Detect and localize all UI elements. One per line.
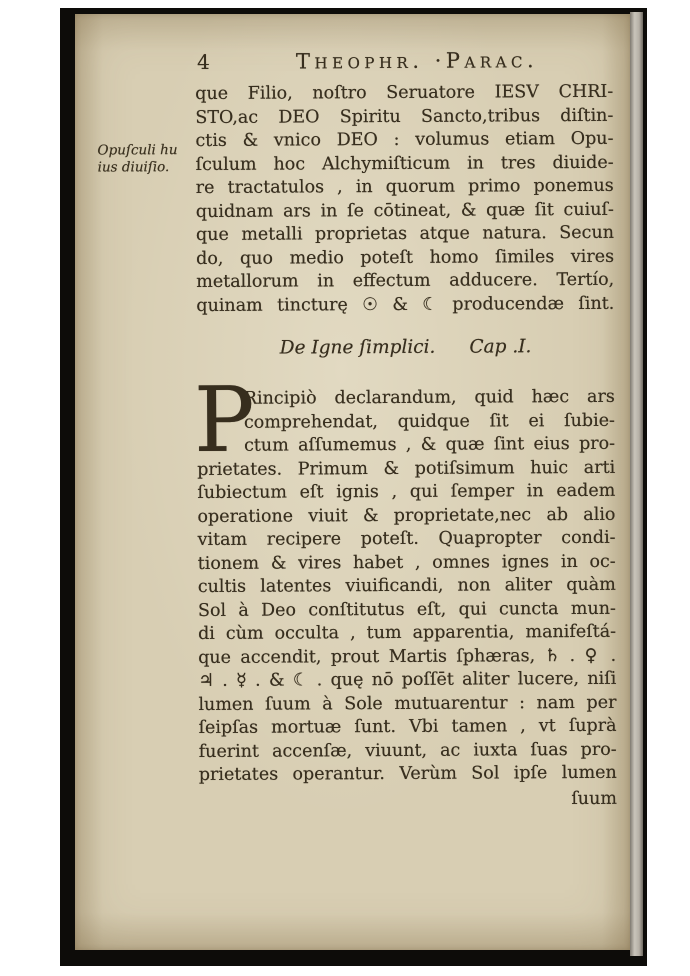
book-fore-edge [630,12,643,956]
text-line: di cùm occulta , tum apparentia, manifeſtá- [198,621,617,644]
body-paragraph-1 [195,81,614,318]
text-line: ſculum hoc Alchymiſticum in tres diuide- [195,152,614,175]
text-line: que metalli proprietas atque natura. Secun [195,222,615,245]
text-line: fuerint accenſæ, viuunt, ac iuxta ſuas pro- [198,739,617,762]
book-page [75,14,630,950]
page-header [195,48,613,77]
page-number: 4 [196,49,210,74]
margin-note-line: ius diuiſio. [97,158,170,176]
chapter-heading-number: Cap .I. [469,336,532,358]
text-line: que Filio, noſtro Seruatore IESV CHRI- [195,81,614,104]
text-line: do, quo medio poteſt homo ſimiles vires [196,246,615,269]
text-line: lumen ſuum à Sole mutuarentur : nam per [198,692,617,715]
text-line: quidnam ars in ſe cōtineat, & quæ ſit cuiuſ- [195,199,614,222]
margin-note [97,142,193,176]
text-line: prietates. Primum & potiſsimum huic arti [197,457,616,480]
drop-cap-initial: P [193,367,255,474]
text-line: STO,ac DEO Spiritu Sancto,tribus diſtin- [195,105,614,128]
text-line: metallorum in effectum adducere. Tertío, [196,269,615,292]
text-line: quinam tincturę ☉ & ☾ producendæ ſint. [196,293,615,316]
scan-photo-backdrop [60,8,647,966]
chapter-heading-title: De Igne ſimplici. [279,336,436,359]
margin-note-line: Opuſculi hu [97,142,178,159]
text-line: ctis & vnico DEO : volumus etiam Opu- [195,128,614,151]
text-line: re tractatulos , in quorum primo ponemus [195,175,614,198]
text-column [97,48,617,813]
chapter-heading [197,335,615,361]
text-line: ctum aſſumemus , & quæ ſint eius pro- [244,433,616,456]
running-title: Theophr. ·Parac. [295,48,539,74]
text-line: que accendit, prout Martis ſphæras, ♄ . ♀ . [198,645,617,668]
text-line: ſeipſas mortuæ ſunt. Vbi tamen , vt ſuprà [198,715,617,738]
text-line: cultis latentes viuificandi, non aliter quàm [197,574,616,597]
text-line: Rincipiò declarandum, quid hæc ars [243,386,615,409]
catchword: ſuum [571,788,617,809]
text-line: vitam recipere poteſt. Quapropter condi- [197,527,616,550]
text-line: ♃ . ☿ . & ☾ . quę nō poſſēt aliter lucere, niſi [198,668,617,691]
text-line: operatione viuit & proprietate,nec ab alio [197,504,616,527]
body-paragraph-2 [193,367,617,788]
text-line: comprehendat, quidque ſit ei ſubie- [243,410,615,433]
text-line: Sol à Deo conſtitutus eſt, qui cuncta mun- [197,598,616,621]
text-line: tionem & vires habet , omnes ignes in oc- [197,551,616,574]
text-line: prietates operantur. Verùm Sol ipſe lumen [198,762,617,785]
text-line: ſubiectum eſt ignis , qui ſemper in eadem [197,480,616,503]
